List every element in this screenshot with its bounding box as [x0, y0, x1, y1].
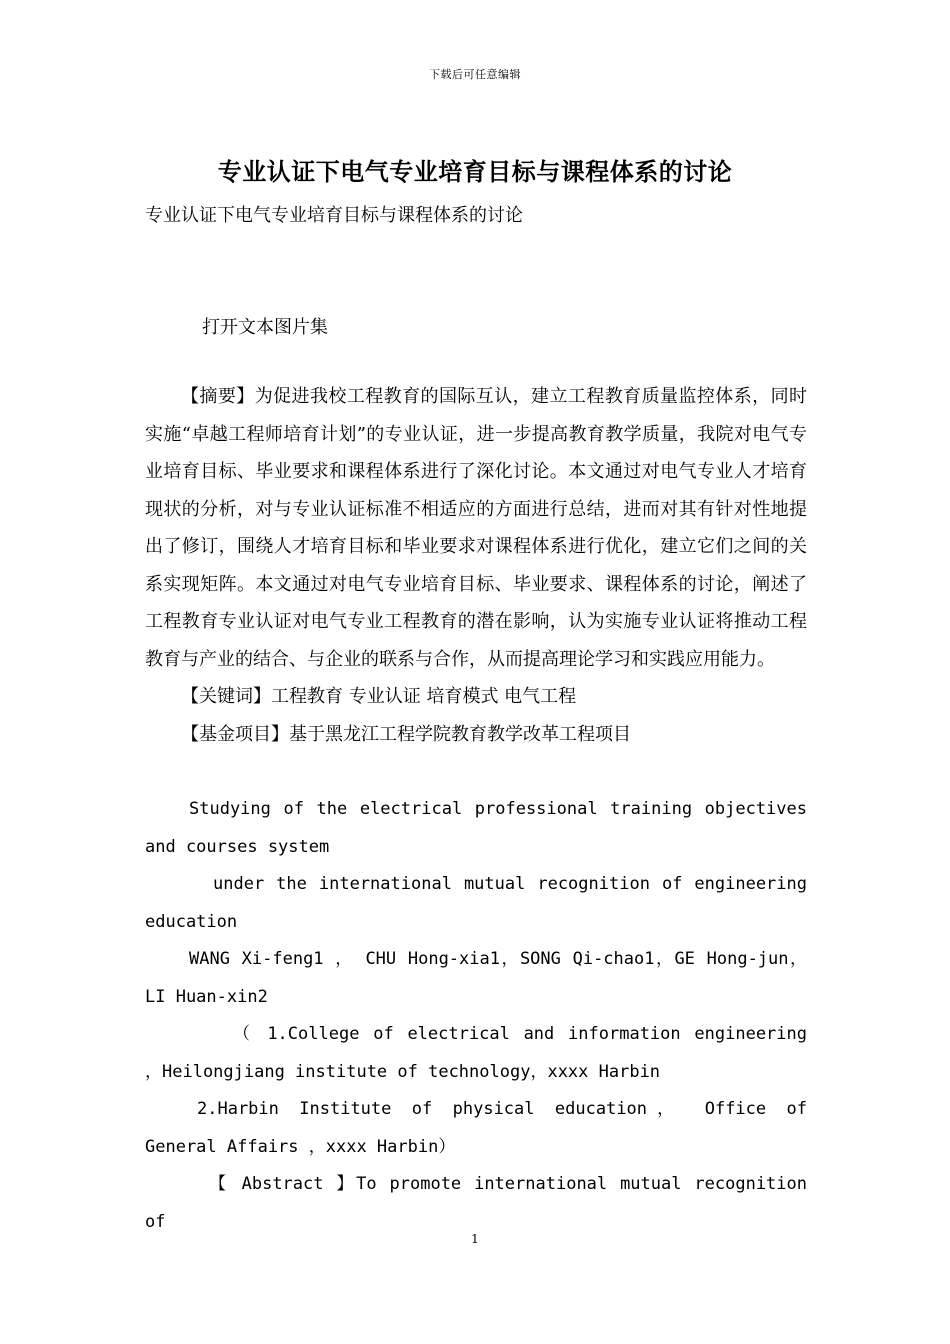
document-title: 专业认证下电气专业培育目标与课程体系的讨论: [217, 157, 733, 186]
document-subtitle: 专业认证下电气专业培育目标与课程体系的讨论: [145, 205, 523, 226]
english-affiliation-1: （ 1.College of electrical and information engineering ，Heilongjiang institute of technology，xxxx Harbin: [145, 1024, 807, 1082]
english-section: [145, 791, 807, 1241]
english-abstract-start: 【 Abstract 】To promote international mutual recognition of: [145, 1174, 807, 1232]
english-authors: WANG Xi-feng1 ， CHU Hong-xia1，SONG Qi-chao1，GE Hong-jun，LI Huan-xin2: [145, 949, 807, 1007]
open-image-album-link[interactable]: 打开文本图片集: [202, 317, 328, 338]
english-title-part-1: Studying of the electrical professional training objectives and courses system: [145, 799, 807, 857]
english-affiliation-2: 2.Harbin Institute of physical education， Office of General Affairs ，xxxx Harbin）: [145, 1099, 807, 1157]
chinese-abstract-section: [145, 378, 807, 753]
keywords-line: 【关键词】工程教育 专业认证 培育模式 电气工程: [181, 686, 577, 707]
fund-line: 【基金项目】基于黑龙江工程学院教育教学改革工程项目: [181, 723, 631, 745]
english-title-part-2: under the international mutual recognition of engineering education: [145, 874, 807, 932]
page-number: 1: [471, 1232, 479, 1246]
header-note: 下载后可任意编辑: [429, 68, 521, 81]
chinese-abstract: 【摘要】为促进我校工程教育的国际互认，建立工程教育质量监控体系，同时实施“卓越工程师培育计划”的专业认证，进一步提高教育教学质量，我院对电气专业培育目标、毕业要求和课程体系进行了深化讨论。本文通过对电气专业人才培育现状的分析，对与专业认证标准不相适应的方面进行总结，进而对其有针对性地提出了修订，围绕人才培育目标和毕业要求对课程体系进行优化，建立它们之间的关系实现矩阵。本文通过对电气专业培育目标、毕业要求、课程体系的讨论，阐述了工程教育专业认证对电气专业工程教育的潜在影响，认为实施专业认证将推动工程教育与产业的结合、与企业的联系与合作，从而提高理论学习和实践应用能力。: [145, 386, 807, 670]
